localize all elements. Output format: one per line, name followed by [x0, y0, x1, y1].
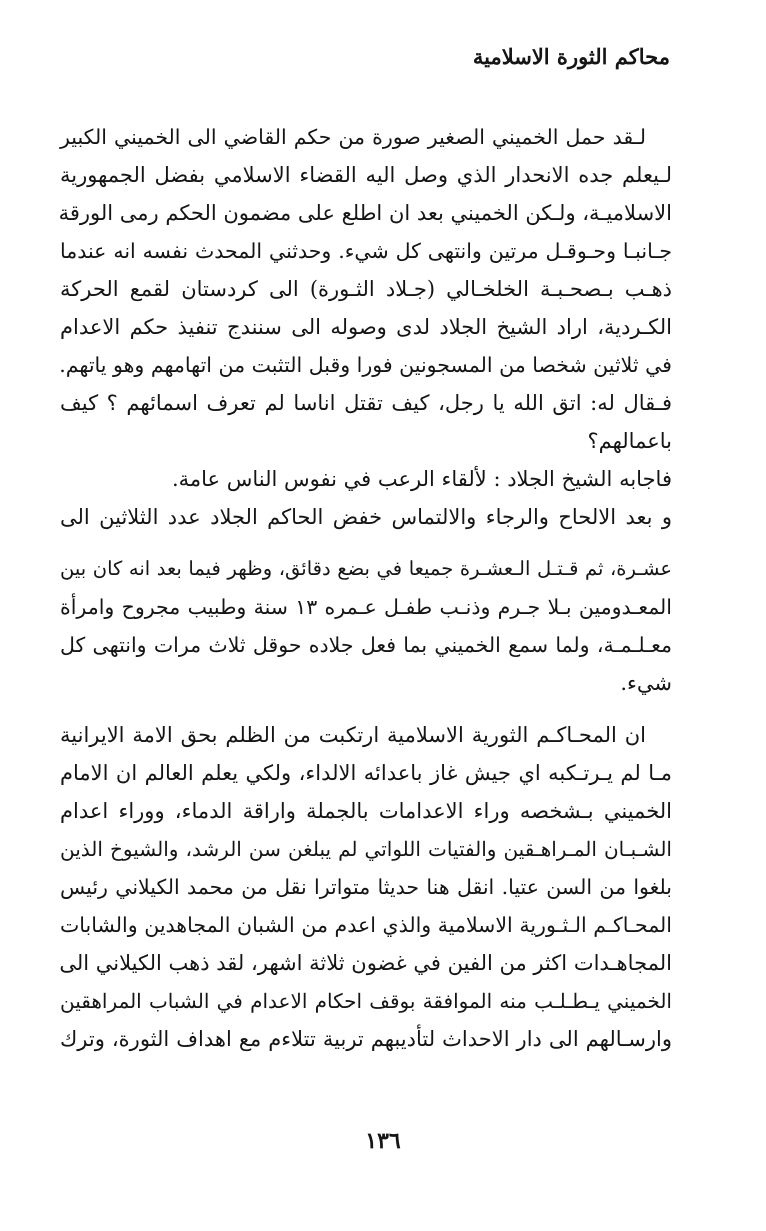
text-line: الاسلاميـة، ولـكن الخميني بعد ان اطلع على مضمون الحكم رمى الورقة [58, 201, 672, 225]
text-line: الشـبـان المـراهـقين والفتيات اللواتي لم يبلغن سن الرشد، والشيوخ الذين [60, 837, 672, 861]
text-line: في ثلاثين شخصا من المسجونين فورا وقبل التثبت من اتهامهم وهو ياتهم. [59, 353, 672, 377]
text-line: المجاهـدات اكثر من الفين في غضون ثلاثة اشهر، لقد ذهب الكيلاني الى [59, 951, 672, 975]
text-line: بلغوا من السن عتيا. انقل هنا حديثا متواترا نقل من محمد الكيلاني رئيس [60, 875, 672, 899]
text-line: شيء. [620, 671, 672, 695]
text-line: لـقد حمل الخميني الصغير صورة من حكم القاضي الى الخميني الكبير [60, 125, 646, 149]
text-line: عشـرة، ثم قـتـل الـعشـرة جميعا في بضع دقائق، وظهر فيما بعد انه كان بين [60, 557, 672, 580]
line-gap [60, 536, 672, 550]
text-line: الخميني بـشخصه وراء الاعدامات بالجملة واراقة الدماء، ووراء اعدام [60, 799, 672, 823]
running-header-title: محاكم الثورة الاسلامية [472, 44, 670, 69]
paragraph [60, 498, 672, 702]
text-line: وارسـالهم الى دار الاحداث لتأديبهم تربية تتلاءم مع اهداف الثورة، وترك [60, 1027, 672, 1051]
text-line: جـانبـا وحـوقـل مرتين وانتهى كل شيء. وحدثني المحدث نفسه انه عندما [60, 239, 672, 263]
paragraph [60, 460, 672, 498]
paragraph [60, 118, 672, 384]
text-line: فـقال له: اتق الله يا رجل، كيف تقتل اناسا لم تعرف اسمائهم ؟ كيف [60, 391, 672, 415]
text-line: المحـاكـم الـثـورية الاسلامية والذي اعدم من الشبان المجاهدين والشابات [60, 913, 672, 937]
text-line: فاجابه الشيخ الجلاد : لألقاء الرعب في نفوس الناس عامة. [171, 467, 672, 491]
paragraph-gap [60, 702, 672, 716]
text-line: مـا لم يـرتـكبه اي جيش غاز باعدائه الالداء، ولكي يعلم العالم ان الامام [60, 761, 672, 785]
paragraph [60, 384, 672, 460]
text-line: باعمالهم؟ [587, 429, 672, 453]
page-number: ١٣٦ [365, 1128, 401, 1154]
text-line: الخميني يـطـلـب منه الموافقة بوقف احكام الاعدام في الشباب المراهقين [60, 989, 672, 1013]
text-line: ذهـب بـصحـبـة الخلخـالي (جـلاد الثـورة) الى كردستان لقمع الحركة [60, 277, 672, 301]
body-text [60, 118, 672, 1058]
paragraph [60, 716, 672, 1058]
text-line: و بعد الالحاح والرجاء والالتماس خفض الحاكم الجلاد عدد الثلاثين الى [60, 505, 672, 529]
text-line: الكـردية، اراد الشيخ الجلاد لدى وصوله الى سنندج تنفيذ حكم الاعدام [60, 315, 672, 339]
text-line: معـلـمـة، ولما سمع الخميني بما فعل جلاده حوقل ثلاث مرات وانتهى كل [60, 633, 672, 657]
text-line: ان المحـاكـم الثورية الاسلامية ارتكبت من الظلم بحق الامة الايرانية [60, 723, 646, 747]
text-line: لـيعلم جده الانحدار الذي وصل اليه القضاء الاسلامي بفضل الجمهورية [60, 163, 672, 187]
text-line: المعـدومين بـلا جـرم وذنـب طفـل عـمره ١٣ سنة وطبيب مجروح وامرأة [60, 595, 672, 619]
